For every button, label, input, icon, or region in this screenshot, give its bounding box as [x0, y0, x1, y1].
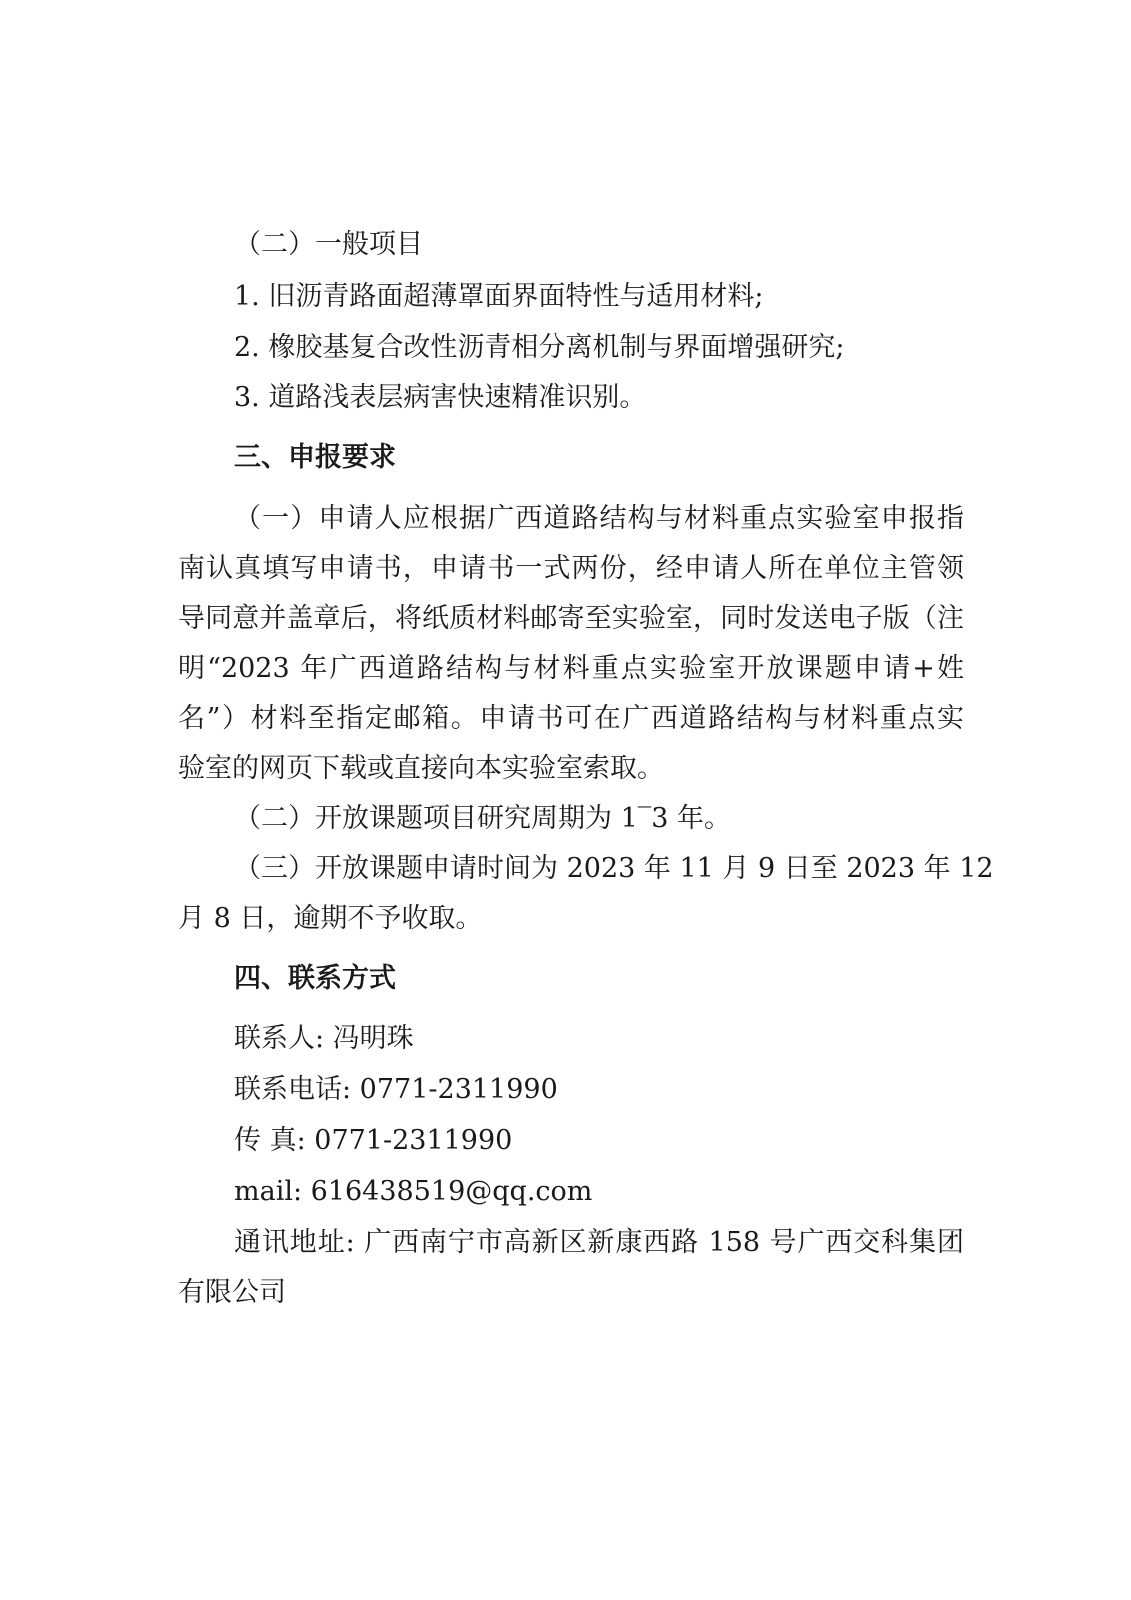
requirement-para1-line-2: 南认真填写申请书，申请书一式两份，经申请人所在单位主管领 — [178, 553, 964, 584]
section-three-heading: 三、申报要求 — [234, 442, 396, 473]
project-item-1: 1. 旧沥青路面超薄罩面界面特性与适用材料; — [234, 281, 764, 312]
requirement-para1-line-5: 名”）材料至指定邮箱。申请书可在广西道路结构与材料重点实 — [178, 703, 964, 734]
general-projects-heading: （二）一般项目 — [234, 229, 423, 260]
contact-fax: 传 真: 0771-2311990 — [234, 1125, 513, 1156]
project-item-3: 3. 道路浅表层病害快速精准识别。 — [234, 382, 647, 413]
requirement-para2: （二）开放课题项目研究周期为 1‾3 年。 — [234, 803, 732, 834]
contact-phone: 联系电话: 0771-2311990 — [234, 1074, 558, 1105]
requirement-para1-line-6: 验室的网页下载或直接向本实验室索取。 — [178, 753, 664, 784]
contact-email: mail: 616438519@qq.com — [234, 1176, 593, 1207]
requirement-para3-line-2: 月 8 日，逾期不予收取。 — [178, 903, 483, 934]
contact-person: 联系人: 冯明珠 — [234, 1023, 414, 1054]
requirement-para3-line-1: （三）开放课题申请时间为 2023 年 11 月 9 日至 2023 年 12 — [234, 853, 994, 884]
contact-address-line-1: 通讯地址: 广西南宁市高新区新康西路 158 号广西交科集团 — [234, 1227, 964, 1258]
requirement-para1-line-4: 明“2023 年广西道路结构与材料重点实验室开放课题申请+姓 — [178, 653, 964, 684]
contact-address-line-2: 有限公司 — [178, 1277, 286, 1308]
section-four-heading: 四、联系方式 — [234, 963, 396, 994]
requirement-para1-line-3: 导同意并盖章后，将纸质材料邮寄至实验室，同时发送电子版（注 — [178, 603, 964, 634]
requirement-para1-line-1: （一）申请人应根据广西道路结构与材料重点实验室申报指 — [234, 503, 964, 534]
project-item-2: 2. 橡胶基复合改性沥青相分离机制与界面增强研究; — [234, 332, 845, 363]
